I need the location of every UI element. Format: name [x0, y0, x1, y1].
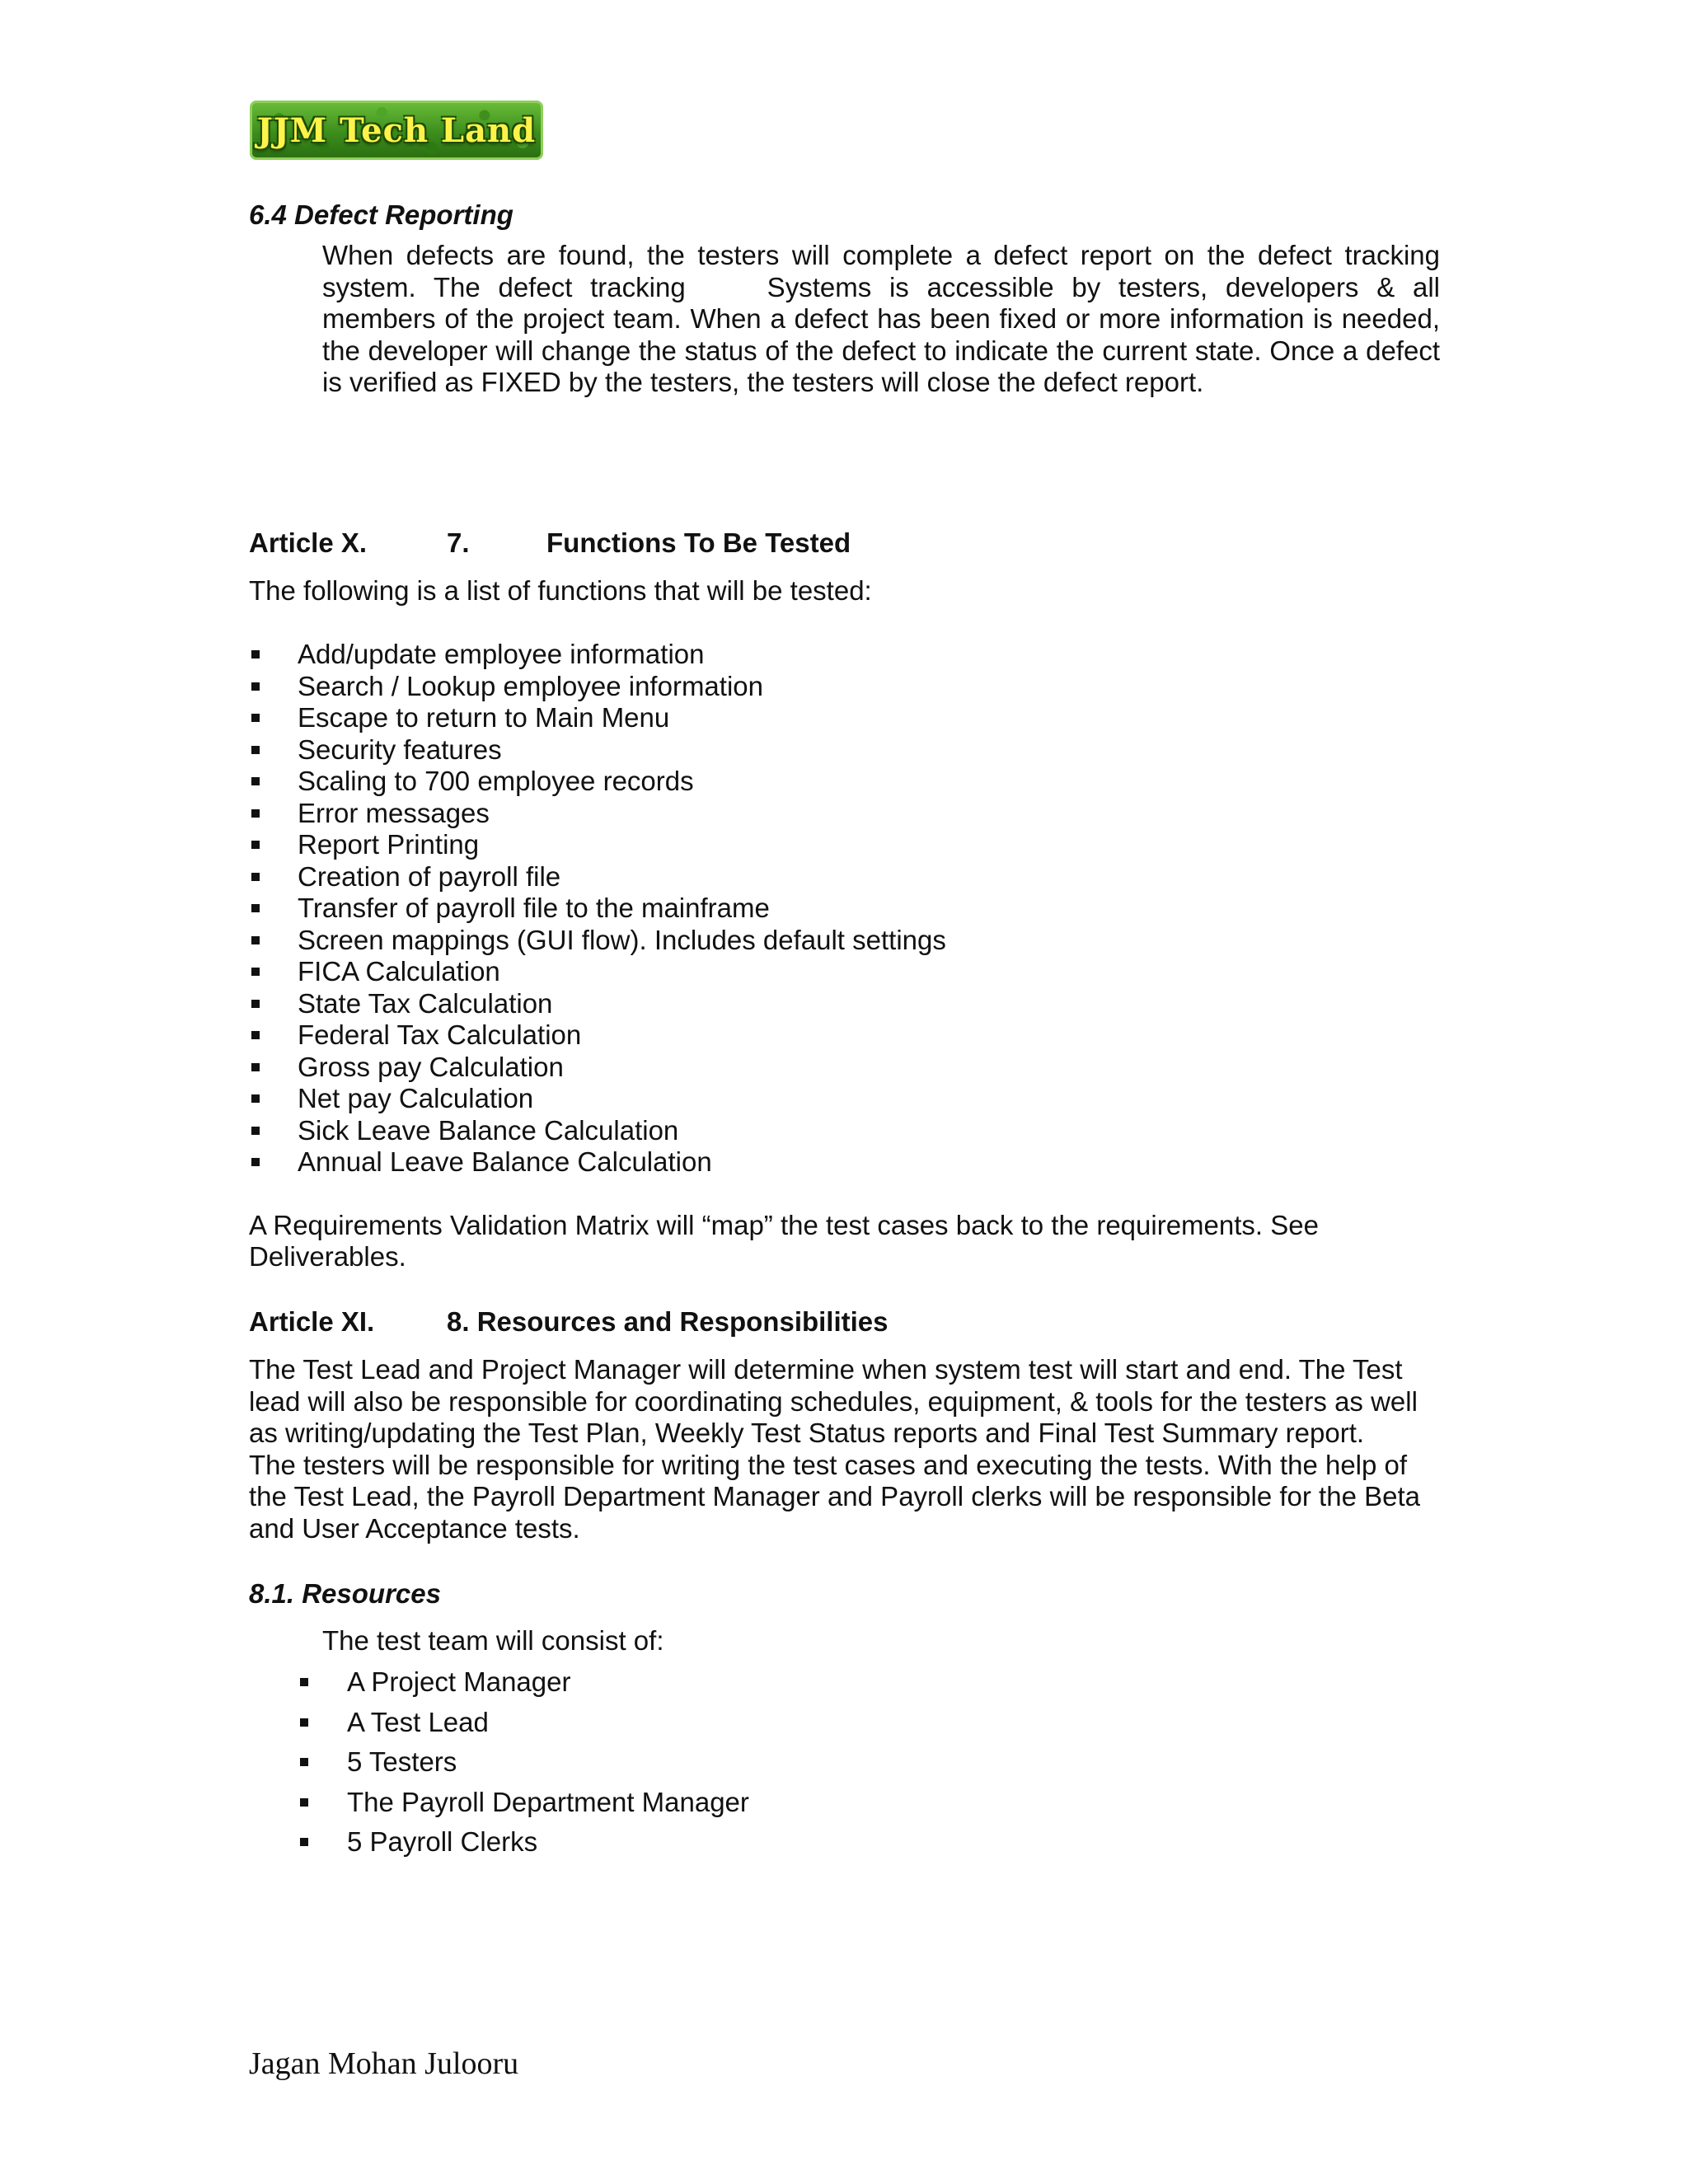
bullet-icon: [251, 936, 260, 944]
footer-author: Jagan Mohan Julooru: [249, 2046, 519, 2081]
function-label: FICA Calculation: [298, 956, 500, 987]
article-xi-heading: [249, 1306, 1073, 1339]
resource-list-item: [249, 1742, 1073, 1783]
function-label: Search / Lookup employee information: [298, 670, 763, 701]
function-list-item: [249, 798, 1238, 830]
function-list-item: [249, 702, 1238, 734]
functions-list: [249, 639, 1238, 1179]
function-label: Gross pay Calculation: [298, 1051, 564, 1082]
bullet-icon: [300, 1718, 308, 1727]
bullet-icon: [251, 841, 260, 849]
function-list-item: [249, 639, 1238, 671]
function-label: Add/update employee information: [298, 639, 705, 669]
responsibilities-line: The testers will be responsible for writing the test cases and executing the tests. With the help of: [249, 1449, 1408, 1480]
article-x-heading: [249, 527, 991, 560]
function-list-item: [249, 766, 1238, 798]
function-list-item: [249, 956, 1238, 988]
bullet-icon: [251, 1094, 260, 1103]
resource-list-item: [249, 1662, 1073, 1703]
bullet-icon: [251, 777, 260, 785]
bullet-icon: [251, 714, 260, 722]
bullet-icon: [251, 873, 260, 881]
responsibilities-line: The Test Lead and Project Manager will determine when system test will start and end. The Test: [249, 1354, 1403, 1385]
resource-list-item: [249, 1822, 1073, 1863]
bullet-icon: [251, 1031, 260, 1039]
function-list-item: [249, 1146, 1238, 1179]
responsibilities-line: as writing/updating the Test Plan, Weekly Test Status reports and Final Test Summary report.: [249, 1418, 1365, 1448]
function-list-item: [249, 1019, 1238, 1052]
resources-list: [249, 1662, 1073, 1863]
bullet-icon: [251, 1000, 260, 1008]
bullet-icon: [251, 1158, 260, 1166]
rvm-line-2: Deliverables.: [249, 1241, 406, 1272]
function-list-item: [249, 1052, 1238, 1084]
responsibilities-line: and User Acceptance tests.: [249, 1512, 580, 1544]
function-list-item: [249, 893, 1238, 925]
function-label: Net pay Calculation: [298, 1083, 534, 1113]
resource-label: A Project Manager: [347, 1666, 571, 1697]
function-label: Security features: [298, 733, 502, 765]
function-label: Sick Leave Balance Calculation: [298, 1114, 679, 1146]
resource-label: A Test Lead: [347, 1706, 489, 1737]
resource-label: 5 Testers: [347, 1746, 457, 1777]
resource-list-item: [249, 1783, 1073, 1823]
function-label: Annual Leave Balance Calculation: [298, 1146, 712, 1177]
function-list-item: [249, 829, 1238, 861]
bullet-icon: [251, 650, 260, 658]
bullet-icon: [251, 682, 260, 691]
function-label: Creation of payroll file: [298, 860, 561, 892]
rvm-line-1: A Requirements Validation Matrix will “map” the test cases back to the requirements. See: [249, 1210, 1319, 1240]
defect-reporting-paragraph: When defects are found, the testers will complete a defect report on the defect tracking system. The defect tracking Systems is accessible by testers, developers & all members of the project team. When a defect has been fixed or more information is needed, the developer will change the status of the defect to indicate the current state. Once a defect is verified as FIXED by the testers, the testers will close the defect report.: [322, 240, 1440, 397]
article-x-title: Functions To Be Tested: [546, 527, 851, 558]
resources-intro: The test team will consist of:: [322, 1625, 664, 1656]
resource-list-item: [249, 1703, 1073, 1743]
bullet-icon: [251, 1063, 260, 1071]
function-list-item: [249, 861, 1238, 893]
article-xi-label: Article XI.: [249, 1306, 375, 1337]
function-label: Report Printing: [298, 829, 480, 860]
bullet-icon: [251, 904, 260, 912]
function-list-item: [249, 925, 1238, 957]
bullet-icon: [300, 1798, 308, 1807]
function-label: State Tax Calculation: [298, 987, 553, 1019]
logo: [250, 101, 543, 160]
function-label: Screen mappings (GUI flow). Includes default settings: [298, 924, 946, 955]
section-heading-defect-reporting: 6.4 Defect Reporting: [249, 199, 513, 230]
bullet-icon: [251, 809, 260, 818]
responsibilities-line: lead will also be responsible for coordinating schedules, equipment, & tools for the testers as well: [249, 1385, 1418, 1417]
article-x-number: 7.: [447, 527, 470, 558]
article-x-label: Article X.: [249, 527, 368, 558]
functions-intro: The following is a list of functions that will be tested:: [249, 575, 872, 606]
bullet-icon: [300, 1758, 308, 1766]
section-heading-resources: 8.1. Resources: [249, 1578, 441, 1609]
bullet-icon: [300, 1838, 308, 1846]
responsibilities-paragraph: [249, 1354, 1420, 1544]
bullet-icon: [251, 1127, 260, 1135]
function-label: Escape to return to Main Menu: [298, 702, 670, 733]
article-xi-title: 8. Resources and Responsibilities: [447, 1306, 889, 1337]
function-list-item: [249, 1083, 1238, 1115]
bullet-icon: [300, 1678, 308, 1686]
function-label: Scaling to 700 employee records: [298, 766, 694, 796]
function-list-item: [249, 671, 1238, 703]
function-label: Transfer of payroll file to the mainframe: [298, 893, 770, 923]
responsibilities-line: the Test Lead, the Payroll Department Manager and Payroll clerks will be responsible for the Beta: [249, 1481, 1420, 1511]
function-label: Error messages: [298, 797, 490, 828]
function-list-item: [249, 1115, 1238, 1147]
logo-text: JJM Tech Land: [256, 110, 537, 150]
bullet-icon: [251, 968, 260, 976]
resource-label: 5 Payroll Clerks: [347, 1826, 538, 1857]
function-list-item: [249, 988, 1238, 1020]
bullet-icon: [251, 746, 260, 754]
function-list-item: [249, 734, 1238, 766]
function-label: Federal Tax Calculation: [298, 1019, 582, 1050]
resource-label: The Payroll Department Manager: [347, 1786, 749, 1817]
